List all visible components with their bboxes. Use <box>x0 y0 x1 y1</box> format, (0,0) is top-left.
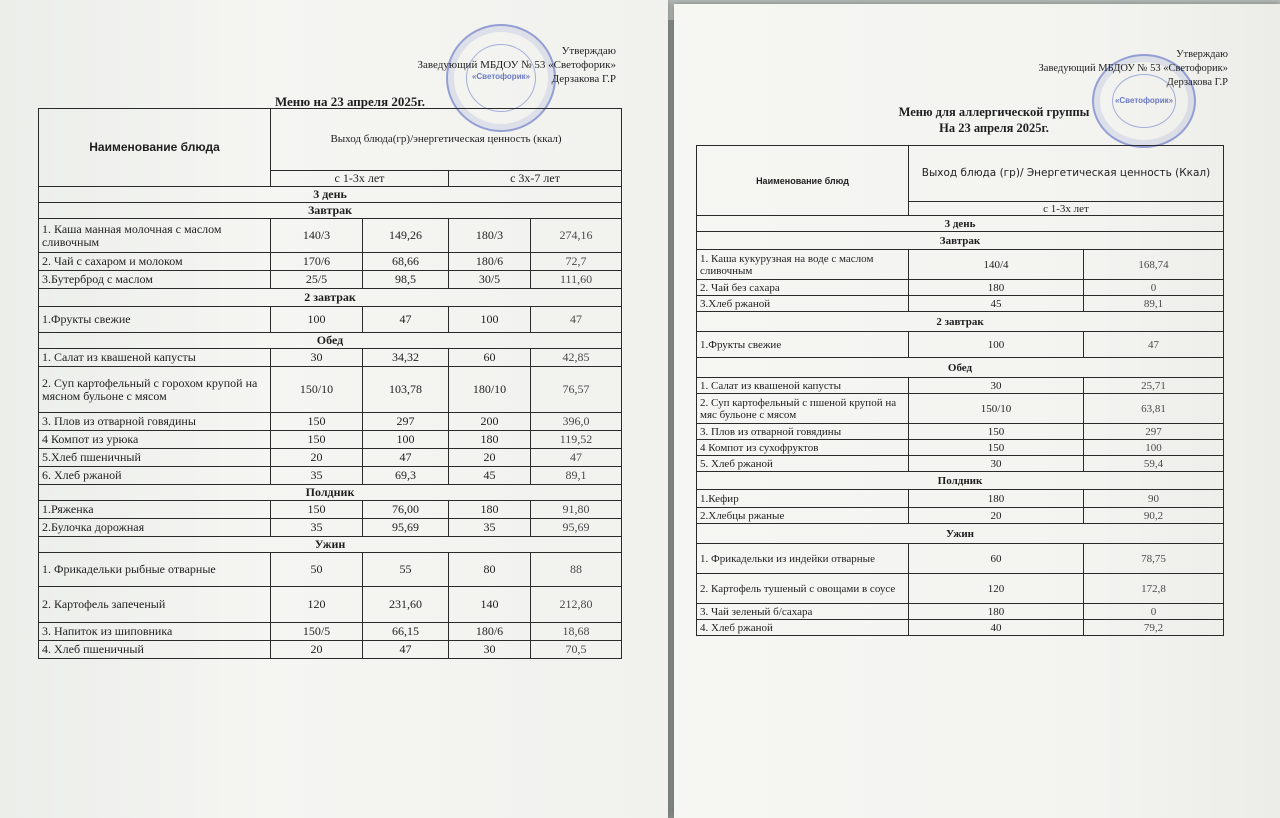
table-row <box>697 332 1224 358</box>
table-row <box>39 587 622 623</box>
table-row <box>697 440 1224 456</box>
table-row <box>697 394 1224 424</box>
menu-title-right-line2: На 23 апреля 2025г. <box>939 121 1049 135</box>
portion-3-7: 180 <box>449 431 531 449</box>
kcal-3-7: 47 <box>531 449 622 467</box>
kcal-3-7: 119,52 <box>531 431 622 449</box>
kcal-3-7: 274,16 <box>531 219 622 253</box>
portion-1-3: 20 <box>909 508 1084 524</box>
kcal-3-7: 95,69 <box>531 519 622 537</box>
portion-1-3: 180 <box>909 280 1084 296</box>
dish-name: 4 Компот из урюка <box>39 431 271 449</box>
table-row <box>39 271 622 289</box>
portion-3-7: 100 <box>449 307 531 333</box>
portion-1-3: 150 <box>271 431 363 449</box>
portion-1-3: 35 <box>271 519 363 537</box>
portion-3-7: 200 <box>449 413 531 431</box>
kcal-1-3: 25,71 <box>1084 378 1224 394</box>
table-row <box>697 508 1224 524</box>
approval-label: Утверждаю <box>1176 49 1228 60</box>
portion-1-3: 150/10 <box>271 367 363 413</box>
section-row <box>697 524 1224 544</box>
day-label: 3 день <box>697 216 1224 232</box>
portion-1-3: 180 <box>909 490 1084 508</box>
header-row <box>39 109 622 171</box>
kcal-1-3: 55 <box>363 553 449 587</box>
kcal-3-7: 18,68 <box>531 623 622 641</box>
portion-3-7: 30/5 <box>449 271 531 289</box>
dish-name: 3. Напиток из шиповника <box>39 623 271 641</box>
portion-1-3: 140/3 <box>271 219 363 253</box>
table-row <box>697 456 1224 472</box>
section-title: Ужин <box>39 537 622 553</box>
table-row <box>39 253 622 271</box>
age-group-1-3: с 1-3х лет <box>271 171 449 187</box>
section-row <box>39 289 622 307</box>
approval-block-left <box>296 44 616 86</box>
stamp-left-text: «Светофорик» <box>471 71 531 81</box>
portion-3-7: 80 <box>449 553 531 587</box>
dish-name: 1.Фрукты свежие <box>39 307 271 333</box>
table-row <box>697 544 1224 574</box>
portion-1-3: 140/4 <box>909 250 1084 280</box>
kcal-1-3: 47 <box>363 449 449 467</box>
section-title: Полдник <box>697 472 1224 490</box>
dish-name: 2.Хлебцы ржаные <box>697 508 909 524</box>
portion-3-7: 180 <box>449 501 531 519</box>
kcal-1-3: 90,2 <box>1084 508 1224 524</box>
kcal-1-3: 47 <box>1084 332 1224 358</box>
kcal-3-7: 396,0 <box>531 413 622 431</box>
table-row <box>39 623 622 641</box>
portion-1-3: 150 <box>909 424 1084 440</box>
kcal-1-3: 90 <box>1084 490 1224 508</box>
kcal-1-3: 69,3 <box>363 467 449 485</box>
kcal-1-3: 95,69 <box>363 519 449 537</box>
dish-name: 3. Плов из отварной говядины <box>697 424 909 440</box>
dish-name: 1. Каша манная молочная с маслом сливочным <box>39 219 271 253</box>
table-row <box>39 641 622 659</box>
kcal-1-3: 78,75 <box>1084 544 1224 574</box>
table-row <box>39 449 622 467</box>
section-title: Обед <box>697 358 1224 378</box>
section-title: Обед <box>39 333 622 349</box>
kcal-1-3: 100 <box>363 431 449 449</box>
kcal-1-3: 68,66 <box>363 253 449 271</box>
dish-name: 6. Хлеб ржаной <box>39 467 271 485</box>
table-row <box>39 519 622 537</box>
menu-table-left <box>38 108 622 659</box>
portion-1-3: 40 <box>909 620 1084 636</box>
kcal-3-7: 47 <box>531 307 622 333</box>
kcal-1-3: 79,2 <box>1084 620 1224 636</box>
dish-name: 3.Бутерброд с маслом <box>39 271 271 289</box>
table-row <box>697 574 1224 604</box>
table-row <box>697 280 1224 296</box>
kcal-3-7: 88 <box>531 553 622 587</box>
kcal-1-3: 172,8 <box>1084 574 1224 604</box>
section-title: 2 завтрак <box>697 312 1224 332</box>
portion-3-7: 45 <box>449 467 531 485</box>
dish-name: 2. Чай с сахаром и молоком <box>39 253 271 271</box>
section-row <box>697 472 1224 490</box>
kcal-3-7: 76,57 <box>531 367 622 413</box>
portion-3-7: 30 <box>449 641 531 659</box>
portion-1-3: 50 <box>271 553 363 587</box>
approval-position: Заведующий МБДОУ № 53 «Светофорик» <box>417 59 616 71</box>
kcal-1-3: 103,78 <box>363 367 449 413</box>
kcal-1-3: 149,26 <box>363 219 449 253</box>
kcal-1-3: 168,74 <box>1084 250 1224 280</box>
portion-3-7: 180/10 <box>449 367 531 413</box>
kcal-1-3: 0 <box>1084 280 1224 296</box>
header-dish-name: Наименование блюда <box>39 109 271 187</box>
table-row <box>39 307 622 333</box>
table-row <box>697 620 1224 636</box>
table-row <box>697 490 1224 508</box>
header-row <box>697 146 1224 202</box>
approval-signatory: Дерзакова Г.Р <box>1166 77 1228 88</box>
portion-1-3: 45 <box>909 296 1084 312</box>
portion-1-3: 150 <box>271 413 363 431</box>
kcal-3-7: 91,80 <box>531 501 622 519</box>
section-row <box>39 537 622 553</box>
kcal-3-7: 42,85 <box>531 349 622 367</box>
kcal-1-3: 63,81 <box>1084 394 1224 424</box>
portion-1-3: 30 <box>909 378 1084 394</box>
kcal-1-3: 231,60 <box>363 587 449 623</box>
portion-1-3: 60 <box>909 544 1084 574</box>
portion-1-3: 150 <box>909 440 1084 456</box>
portion-1-3: 25/5 <box>271 271 363 289</box>
portion-1-3: 100 <box>909 332 1084 358</box>
dish-name: 2. Суп картофельный с пшеной крупой на мяс бульоне с мясом <box>697 394 909 424</box>
dish-name: 1.Фрукты свежие <box>697 332 909 358</box>
table-row <box>39 367 622 413</box>
kcal-3-7: 89,1 <box>531 467 622 485</box>
kcal-1-3: 47 <box>363 641 449 659</box>
table-row <box>39 413 622 431</box>
portion-1-3: 100 <box>271 307 363 333</box>
header-output: Выход блюда(гр)/энергетическая ценность (ккал) <box>271 109 622 171</box>
table-row <box>697 296 1224 312</box>
age-group-1-3: с 1-3х лет <box>909 202 1224 216</box>
dish-name: 3.Хлеб ржаной <box>697 296 909 312</box>
dish-name: 4. Хлеб пшеничный <box>39 641 271 659</box>
dish-name: 2. Суп картофельный с горохом крупой на мясном бульоне с мясом <box>39 367 271 413</box>
dish-name: 5. Хлеб ржаной <box>697 456 909 472</box>
menu-sheet-right <box>674 4 1280 818</box>
header-dish-name: Наименование блюд <box>697 146 909 216</box>
kcal-1-3: 100 <box>1084 440 1224 456</box>
section-row <box>39 333 622 349</box>
kcal-1-3: 66,15 <box>363 623 449 641</box>
portion-3-7: 140 <box>449 587 531 623</box>
table-row <box>39 553 622 587</box>
portion-3-7: 180/6 <box>449 253 531 271</box>
kcal-1-3: 76,00 <box>363 501 449 519</box>
menu-title-left: Меню на 23 апреля 2025г. <box>274 94 426 109</box>
dish-name: 1.Ряженка <box>39 501 271 519</box>
table-row <box>39 431 622 449</box>
section-title: 2 завтрак <box>39 289 622 307</box>
dish-name: 3. Плов из отварной говядины <box>39 413 271 431</box>
table-row <box>697 424 1224 440</box>
portion-1-3: 170/6 <box>271 253 363 271</box>
table-row <box>39 219 622 253</box>
kcal-1-3: 98,5 <box>363 271 449 289</box>
section-row <box>697 232 1224 250</box>
portion-1-3: 120 <box>909 574 1084 604</box>
kcal-3-7: 70,5 <box>531 641 622 659</box>
portion-3-7: 20 <box>449 449 531 467</box>
section-row <box>697 358 1224 378</box>
dish-name: 1. Салат из квашеной капусты <box>39 349 271 367</box>
menu-table-right <box>696 145 1224 636</box>
portion-3-7: 60 <box>449 349 531 367</box>
kcal-1-3: 34,32 <box>363 349 449 367</box>
kcal-3-7: 212,80 <box>531 587 622 623</box>
dish-name: 1. Фрикадельки рыбные отварные <box>39 553 271 587</box>
portion-1-3: 20 <box>271 449 363 467</box>
section-title: Завтрак <box>39 203 622 219</box>
section-title: Ужин <box>697 524 1224 544</box>
dish-name: 1. Салат из квашеной капусты <box>697 378 909 394</box>
approval-signatory: Дерзакова Г.Р <box>551 73 616 85</box>
table-row <box>39 501 622 519</box>
kcal-3-7: 111,60 <box>531 271 622 289</box>
day-row <box>697 216 1224 232</box>
approval-position: Заведующий МБДОУ № 53 «Светофорик» <box>1038 63 1228 74</box>
section-title: Полдник <box>39 485 622 501</box>
menu-title-right-line1: Меню для аллергической группы <box>898 105 1090 119</box>
portion-1-3: 150/5 <box>271 623 363 641</box>
day-label: 3 день <box>39 187 622 203</box>
portion-3-7: 35 <box>449 519 531 537</box>
dish-name: 4 Компот из сухофруктов <box>697 440 909 456</box>
table-row <box>697 604 1224 620</box>
table-row <box>39 349 622 367</box>
stamp-right-text: «Светофорик» <box>1114 95 1174 105</box>
menu-title-right <box>824 104 1164 136</box>
portion-3-7: 180/3 <box>449 219 531 253</box>
kcal-1-3: 297 <box>1084 424 1224 440</box>
approval-block-right <box>908 48 1228 90</box>
kcal-1-3: 297 <box>363 413 449 431</box>
kcal-1-3: 0 <box>1084 604 1224 620</box>
kcal-1-3: 47 <box>363 307 449 333</box>
dish-name: 1. Фрикадельки из индейки отварные <box>697 544 909 574</box>
dish-name: 1.Кефир <box>697 490 909 508</box>
age-group-3-7: с 3х-7 лет <box>449 171 622 187</box>
table-row <box>697 250 1224 280</box>
dish-name: 5.Хлеб пшеничный <box>39 449 271 467</box>
portion-1-3: 120 <box>271 587 363 623</box>
portion-1-3: 150 <box>271 501 363 519</box>
portion-1-3: 30 <box>909 456 1084 472</box>
dish-name: 2. Чай без сахара <box>697 280 909 296</box>
dish-name: 4. Хлеб ржаной <box>697 620 909 636</box>
dish-name: 2. Картофель запеченый <box>39 587 271 623</box>
dish-name: 2.Булочка дорожная <box>39 519 271 537</box>
portion-1-3: 30 <box>271 349 363 367</box>
portion-3-7: 180/6 <box>449 623 531 641</box>
section-row <box>39 485 622 501</box>
kcal-3-7: 72,7 <box>531 253 622 271</box>
portion-1-3: 180 <box>909 604 1084 620</box>
approval-label: Утверждаю <box>561 45 616 57</box>
section-row <box>697 312 1224 332</box>
table-row <box>39 467 622 485</box>
kcal-1-3: 59,4 <box>1084 456 1224 472</box>
dish-name: 3. Чай зеленый б/сахара <box>697 604 909 620</box>
portion-1-3: 150/10 <box>909 394 1084 424</box>
dish-name: 2. Картофель тушеный с овощами в соусе <box>697 574 909 604</box>
section-row <box>39 203 622 219</box>
portion-1-3: 35 <box>271 467 363 485</box>
kcal-1-3: 89,1 <box>1084 296 1224 312</box>
section-title: Завтрак <box>697 232 1224 250</box>
dish-name: 1. Каша кукурузная на воде с маслом сливочным <box>697 250 909 280</box>
header-output: Выход блюда (гр)/ Энергетическая ценность (Ккал) <box>909 146 1224 202</box>
portion-1-3: 20 <box>271 641 363 659</box>
table-row <box>697 378 1224 394</box>
day-row <box>39 187 622 203</box>
